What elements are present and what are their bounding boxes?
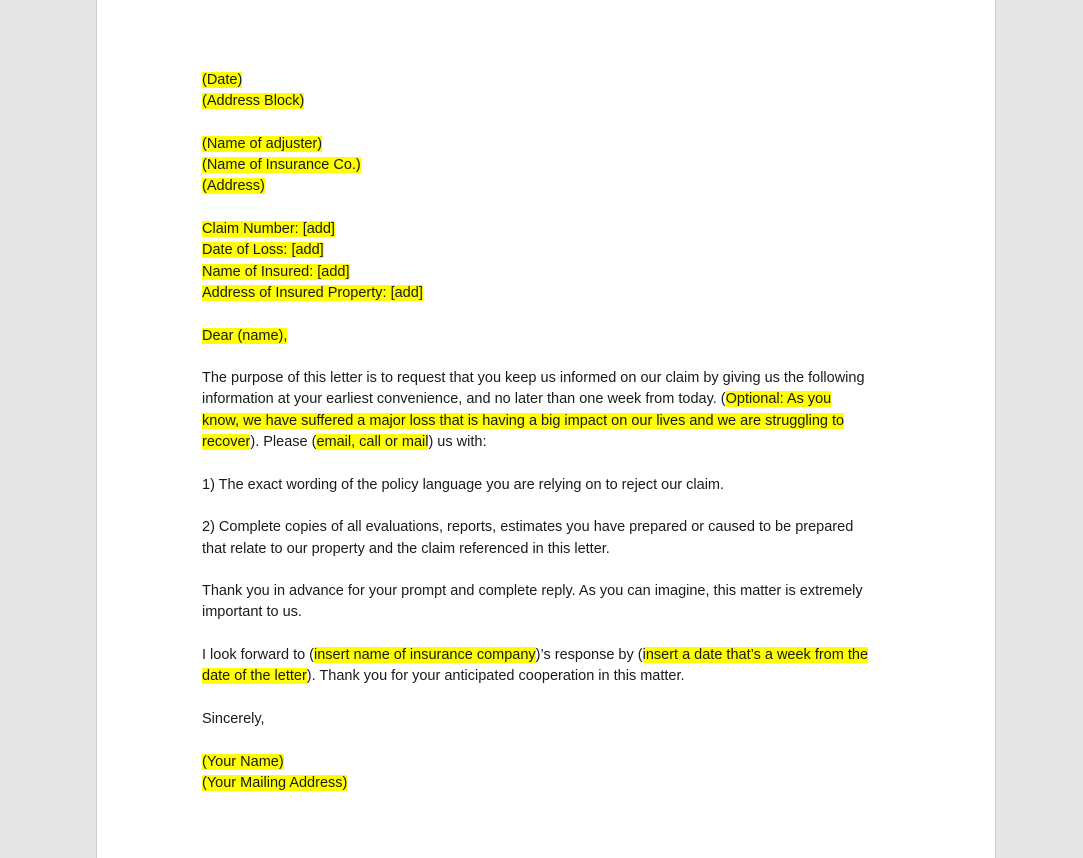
purpose-line-1: The purpose of this letter is to request that you keep us informed on our claim by giving us the following xyxy=(202,370,865,387)
your-mailing-address-placeholder: (Your Mailing Address) xyxy=(202,774,348,791)
response-date-placeholder-start: insert a date that’s a week from the xyxy=(642,647,869,664)
date-of-loss-placeholder: Date of Loss: [add] xyxy=(202,242,324,259)
blank-line xyxy=(202,560,902,581)
claim-number-placeholder: Claim Number: [add] xyxy=(202,221,335,238)
document-page xyxy=(96,0,996,858)
insurance-co-placeholder: (Name of Insurance Co.) xyxy=(202,157,361,174)
your-name-placeholder: (Your Name) xyxy=(202,753,284,770)
purpose-line-4 xyxy=(202,432,902,453)
blank-line xyxy=(202,453,902,474)
forward-line-1 xyxy=(202,645,902,666)
blank-line xyxy=(202,198,902,219)
optional-placeholder-middle: know, we have suffered a major loss that is having a big impact on our lives and we are struggling to xyxy=(202,412,845,429)
salutation-placeholder: Dear (name), xyxy=(202,327,288,344)
closing-line: Sincerely, xyxy=(202,710,265,727)
request-item-2-line-1: 2) Complete copies of all evaluations, reports, estimates you have prepared or caused to be prepared xyxy=(202,519,854,536)
address-block-placeholder: (Address Block) xyxy=(202,93,305,110)
insurance-company-placeholder: insert name of insurance company xyxy=(314,647,536,664)
forward-text-b: )’s response by ( xyxy=(535,647,643,664)
purpose-paragraph xyxy=(202,368,902,453)
forward-text-a: I look forward to ( xyxy=(202,647,315,664)
purpose-line-3 xyxy=(202,411,902,432)
signature-address-line xyxy=(202,773,902,794)
request-item-2-line-2: that relate to our property and the claim referenced in this letter. xyxy=(202,540,610,557)
address-block-line xyxy=(202,91,902,112)
forward-line-2 xyxy=(202,666,902,687)
signature-name-line xyxy=(202,752,902,773)
insurance-co-line xyxy=(202,155,902,176)
contact-method-placeholder: email, call or mail xyxy=(316,434,429,451)
letter-body[interactable] xyxy=(202,70,902,794)
blank-line xyxy=(202,304,902,325)
optional-placeholder-start: Optional: As you xyxy=(725,391,832,408)
date-placeholder: (Date) xyxy=(202,72,243,88)
date-line xyxy=(202,70,902,91)
response-date-placeholder-end: date of the letter xyxy=(202,668,307,685)
blank-line xyxy=(202,113,902,134)
insured-property-line xyxy=(202,283,902,304)
thanks-line-2: important to us. xyxy=(202,604,302,621)
blank-line xyxy=(202,730,902,751)
forward-text-c: ). Thank you for your anticipated cooperation in this matter. xyxy=(306,668,685,685)
name-of-insured-line xyxy=(202,262,902,283)
date-of-loss-line xyxy=(202,240,902,261)
adjuster-line xyxy=(202,134,902,155)
optional-placeholder-end: recover xyxy=(202,434,251,451)
purpose-line-4-text-a: ). Please ( xyxy=(250,434,317,451)
thanks-paragraph xyxy=(202,581,902,624)
blank-line xyxy=(202,688,902,709)
adjuster-placeholder: (Name of adjuster) xyxy=(202,135,323,152)
name-of-insured-placeholder: Name of Insured: [add] xyxy=(202,263,350,280)
purpose-line-2-text: information at your earliest convenience, and no later than one week from today. ( xyxy=(202,391,726,408)
request-item-2 xyxy=(202,517,902,560)
insured-property-placeholder: Address of Insured Property: [add] xyxy=(202,284,423,301)
blank-line xyxy=(202,624,902,645)
request-item-1: 1) The exact wording of the policy language you are relying on to reject our claim. xyxy=(202,476,725,493)
thanks-line-1: Thank you in advance for your prompt and complete reply. As you can imagine, this matter is extremely xyxy=(202,583,863,600)
forward-paragraph xyxy=(202,645,902,688)
purpose-line-2 xyxy=(202,389,902,410)
claim-number-line xyxy=(202,219,902,240)
recipient-address-line xyxy=(202,176,902,197)
purpose-line-4-text-b: ) us with: xyxy=(428,434,487,451)
blank-line xyxy=(202,347,902,368)
recipient-address-placeholder: (Address) xyxy=(202,178,265,195)
blank-line xyxy=(202,496,902,517)
salutation-line xyxy=(202,326,902,347)
